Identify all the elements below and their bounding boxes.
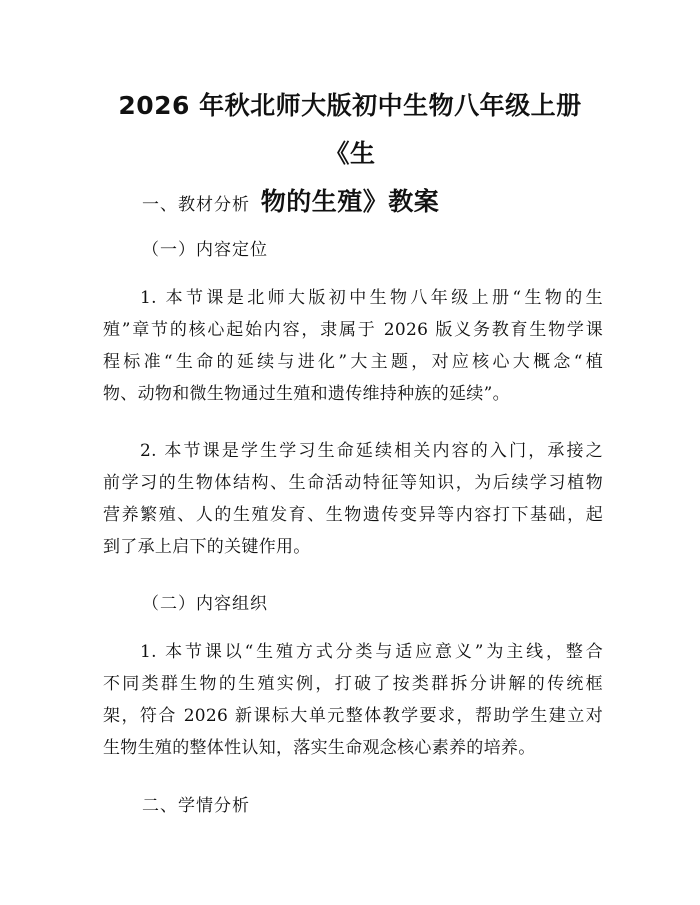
section-heading-learner-analysis: 二、学情分析 bbox=[142, 796, 250, 816]
paragraph-1-line: 程标准“生命的延续与进化”大主题，对应核心大概念“植 bbox=[103, 352, 603, 372]
paragraph-1-line: 殖”章节的核心起始内容，隶属于 2026 版义务教育生物学课 bbox=[103, 320, 603, 340]
paragraph-2-line: 前学习的生物体结构、生命活动特征等知识，为后续学习植物 bbox=[103, 473, 603, 493]
paragraph-2 bbox=[103, 435, 603, 563]
paragraph-3 bbox=[103, 636, 603, 764]
title-line-1: 2026 年秋北师大版初中生物八年级上册《生 bbox=[118, 91, 582, 168]
title-line-2: 物的生殖》教案 bbox=[260, 187, 440, 216]
paragraph-1 bbox=[103, 282, 603, 410]
paragraph-3-line: 生物生殖的整体性认知，落实生命观念核心素养的培养。 bbox=[103, 738, 536, 758]
paragraph-3-line: 不同类群生物的生殖实例，打破了按类群拆分讲解的传统框 bbox=[103, 674, 603, 694]
paragraph-2-line: 2. 本节课是学生学习生命延续相关内容的入门，承接之 bbox=[140, 441, 603, 461]
paragraph-2-line: 到了承上启下的关键作用。 bbox=[103, 537, 311, 557]
paragraph-2-line: 营养繁殖、人的生殖发育、生物遗传变异等内容打下基础，起 bbox=[103, 505, 603, 525]
paragraph-3-line: 架，符合 2026 新课标大单元整体教学要求，帮助学生建立对 bbox=[103, 706, 603, 726]
subsection-heading-content-positioning: （一）内容定位 bbox=[142, 240, 268, 260]
paragraph-1-line: 物、动物和微生物通过生殖和遗传维持种族的延续”。 bbox=[103, 384, 510, 404]
paragraph-1-line: 1. 本节课是北师大版初中生物八年级上册“生物的生 bbox=[140, 288, 603, 308]
section-heading-textbook-analysis: 一、教材分析 bbox=[142, 195, 250, 215]
subsection-heading-content-organization: （二）内容组织 bbox=[142, 594, 268, 614]
paragraph-3-line: 1. 本节课以“生殖方式分类与适应意义”为主线，整合 bbox=[140, 642, 603, 662]
